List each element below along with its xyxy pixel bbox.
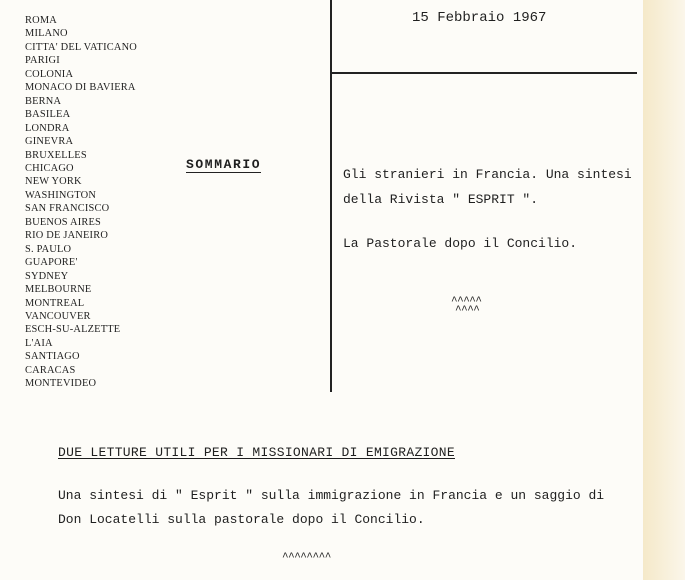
- city-list: [25, 14, 137, 391]
- city-item: ROMA: [25, 15, 57, 26]
- issue-date: 15 Febbraio 1967: [412, 10, 547, 26]
- city-item: CHICAGO: [25, 162, 74, 174]
- sommario-title: SOMMARIO: [186, 157, 262, 172]
- city-item: MONTEVIDEO: [25, 378, 97, 390]
- city-item: BRUXELLES: [25, 149, 87, 161]
- ornament-top: ^^^^^: [451, 296, 482, 308]
- page-edge: [643, 0, 685, 580]
- city-item: COLONIA: [25, 68, 74, 80]
- city-item: MONACO DI BAVIERA: [25, 82, 136, 94]
- city-item: WASHINGTON: [25, 189, 97, 201]
- city-item: MONTREAL: [25, 297, 85, 309]
- summary-item-2: La Pastorale dopo il Concilio.: [343, 236, 578, 251]
- city-item: MELBOURNE: [25, 284, 92, 296]
- city-item: SYDNEY: [25, 270, 69, 282]
- vertical-divider: [330, 0, 332, 392]
- city-item: PARIGI: [25, 55, 60, 67]
- city-item: NEW YORK: [25, 176, 82, 188]
- city-item: CARACAS: [25, 364, 76, 376]
- summary-item-1-line-1: Gli stranieri in Francia. Una sintesi: [343, 167, 632, 182]
- city-item: BUENOS AIRES: [25, 216, 102, 228]
- summary-item-1-line-2: della Rivista " ESPRIT ".: [343, 192, 539, 207]
- city-item: CITTA' DEL VATICANO: [25, 41, 138, 53]
- city-item: LONDRA: [25, 122, 70, 134]
- city-item: RIO DE JANEIRO: [25, 230, 109, 242]
- city-item: ESCH-SU-ALZETTE: [25, 324, 121, 336]
- horizontal-divider: [331, 72, 637, 74]
- city-item: MILANO: [25, 28, 68, 40]
- city-item: L'AIA: [25, 337, 53, 349]
- body-line-1: Una sintesi di " Esprit " sulla immigrazione in Francia e un saggio di: [58, 488, 605, 503]
- section-heading: DUE LETTURE UTILI PER I MISSIONARI DI EMIGRAZIONE: [58, 445, 455, 460]
- city-item: VANCOUVER: [25, 310, 91, 322]
- city-item: SANTIAGO: [25, 351, 80, 363]
- city-item: GINEVRA: [25, 136, 74, 148]
- city-item: GUAPORE': [25, 257, 78, 269]
- city-item: S. PAULO: [25, 243, 72, 255]
- ornament-bottom: ^^^^: [455, 305, 480, 317]
- city-item: SAN FRANCISCO: [25, 203, 110, 215]
- city-item: BASILEA: [25, 109, 71, 121]
- city-item: BERNA: [25, 95, 62, 107]
- ornament-footer: ^^^^^^^^: [282, 552, 331, 564]
- body-line-2: Don Locatelli sulla pastorale dopo il Concilio.: [58, 512, 425, 527]
